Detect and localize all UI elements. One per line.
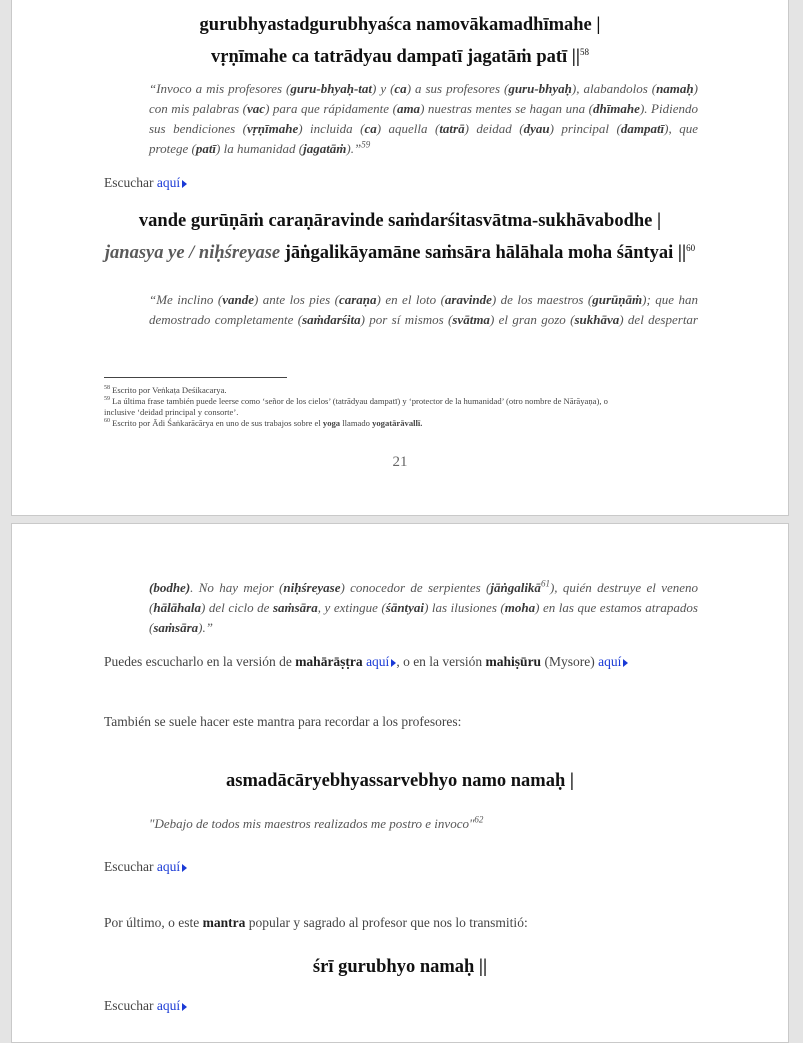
footnote: inclusive ‘deidad principal y consorte’. [104, 407, 239, 417]
play-icon [623, 659, 628, 667]
footnote-ref: 60 [686, 242, 696, 253]
footnote: $^{58}$ Escrito por Veṅkaṭa Deśikacarya. [104, 385, 227, 395]
document-page-22 [11, 523, 789, 1043]
translation-quote: “Invoco a mis profesores (guru-bhyaḥ-tat) y (ca) a sus profesores (guru-bhyaḥ), alabandolos (namaḥ) con mis palabras (vac) para que rápidamente (ama) nuestras mentes se hagan una (dhīmahe). Pidiendo sus bendiciones (vṛṇīmahe) incluida (ca) aquella (tatrā) deidad (dyau) principal (dampatī), que protege (patī) la humanidad (jagatāṁ).”$^{59}$ [149, 81, 698, 156]
mantra-line: janasya ye / niḥśreyase jāṅgalikāyamāne saṁsāra hālāhala moha śāntyai $||^{60}$ [104, 242, 696, 263]
footnote: $^{59}$ La última frase también puede leerse como ‘señor de los cielos’ (tatrādyau dampatī) y ‘protector de la humanidad’ (otro nombre de Nārāyaṇa), o [104, 396, 608, 406]
mantra-line: asmadācāryebhyassarvebhyo namo namaḥ | [226, 771, 574, 791]
footnote-ref: 61 [540, 578, 550, 589]
mahárashtra-version-link[interactable]: aquí [366, 654, 396, 669]
footnote-ref: 58 [579, 46, 589, 57]
intro-text: También se suele hacer este mantra para recordar a los profesores: [104, 714, 462, 729]
versions-line: Puedes escucharlo en la versión de mahārāṣṭra aquí , o en la versión mahiṣūru (Mysore) aquí [104, 654, 628, 670]
mantra-line: vande gurūṇāṁ caraṇāravinde saṁdarśitasvātma-sukhāvabodhe | [138, 211, 662, 231]
listen-line: Escuchar aquí [104, 998, 187, 1014]
mysore-version-link[interactable]: aquí [598, 654, 628, 669]
page-number: 21 [392, 454, 408, 470]
footnote-ref: 62 [474, 814, 484, 825]
footnote-ref: 59 [361, 139, 371, 150]
mantra-line: vṛṇīmahe ca tatrādyau dampatī jagatāṁ patī $||^{58}$ [211, 46, 589, 67]
listen-link[interactable]: aquí [157, 859, 187, 874]
listen-line: Escuchar aquí [104, 859, 187, 875]
listen-line: Escuchar aquí [104, 175, 187, 191]
play-icon [182, 1003, 187, 1011]
listen-link[interactable]: aquí [157, 175, 187, 190]
footnote-divider [104, 377, 287, 378]
document-page-21 [11, 0, 789, 516]
footnote: $^{60}$ Escrito por Ādi Śaṅkarācārya en uno de sus trabajos sobre el yoga llamado yogatārāvallī. [104, 418, 423, 428]
play-icon [182, 864, 187, 872]
mantra-line: śrī gurubhyo namaḥ || [312, 957, 488, 977]
play-icon [182, 180, 187, 188]
translation-quote: (bodhe). No hay mejor (niḥśreyase) conocedor de serpientes (jāṅgalikā$^{61}$), quién destruye el veneno (hālāhala) del ciclo de saṁsāra, y extingue (śāntyai) las ilusiones (moha) en las que estamos atrapados (saṁsāra).” [149, 578, 699, 635]
listen-link[interactable]: aquí [157, 998, 187, 1013]
closing-text: Por último, o este mantra popular y sagrado al profesor que nos lo transmitió: [104, 915, 528, 930]
translation-quote: "Debajo de todos mis maestros realizados me postro e invoco"$^{62}$ [149, 814, 484, 831]
translation-quote: “Me inclino (vande) ante los pies (caraṇa) en el loto (aravinde) de los maestros (gurūṇāṁ); que han demostrado completamente (saṁdarśita) por sí mismos (svātma) el gran gozo (sukhāva) del despertar [149, 292, 698, 327]
mantra-line: gurubhyastadgurubhyaśca namovākamadhīmahe | [199, 15, 601, 35]
